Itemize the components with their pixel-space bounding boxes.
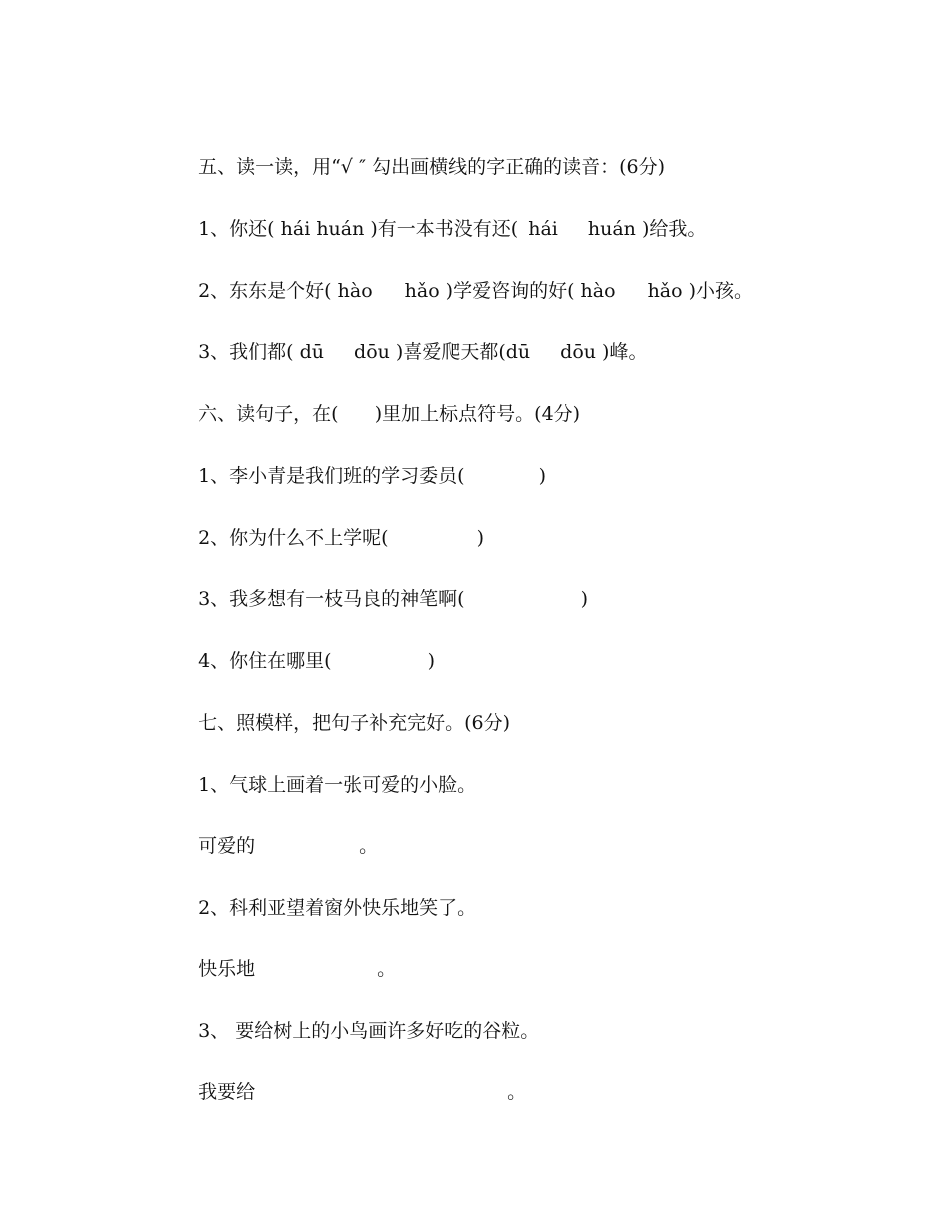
section7-title-text: 七、照模样，把句子补充完好。(6分) xyxy=(198,712,511,734)
section5-question-2 xyxy=(186,255,753,303)
s2-text: 2、你为什么不上学呢( xyxy=(198,527,389,549)
q1-text-b: hái xyxy=(528,218,558,240)
s1-text: 1、李小青是我们班的学习委员( xyxy=(198,465,465,487)
e2-end: 。 xyxy=(377,958,397,980)
s2-close-paren: ) xyxy=(476,527,485,549)
section7-example-1 xyxy=(186,749,476,797)
s4-close-paren: ) xyxy=(427,650,436,672)
s3-close-paren: ) xyxy=(580,588,589,610)
section6-sentence-1 xyxy=(186,440,546,488)
section6-sentence-4 xyxy=(186,625,435,673)
section7-example-2 xyxy=(186,872,476,920)
q3-text-b: dōu )喜爱爬天都(dū xyxy=(354,341,531,363)
e1-prompt: 可爱的 xyxy=(198,835,256,857)
section7-prompt-2 xyxy=(186,933,396,981)
e3-end: 。 xyxy=(507,1081,527,1103)
section6-sentence-3 xyxy=(186,563,588,611)
section5-title xyxy=(186,131,665,179)
e1-sentence: 1、气球上画着一张可爱的小脸。 xyxy=(198,774,477,796)
section6-sentence-2 xyxy=(186,502,484,550)
s1-close-paren: ) xyxy=(538,465,547,487)
q3-text-c: dōu )峰。 xyxy=(560,341,648,363)
section7-example-3 xyxy=(186,995,539,1043)
q1-text-c: huán )给我。 xyxy=(587,218,707,240)
section5-question-1 xyxy=(186,193,706,241)
e3-sentence: 3、 要给树上的小鸟画许多好吃的谷粒。 xyxy=(198,1020,540,1042)
e2-prompt: 快乐地 xyxy=(198,958,256,980)
s3-text: 3、我多想有一枝马良的神笔啊( xyxy=(198,588,465,610)
e3-prompt: 我要给 xyxy=(198,1081,256,1103)
e2-sentence: 2、科利亚望着窗外快乐地笑了。 xyxy=(198,897,477,919)
q1-text-a: 1、你还( hái huán )有一本书没有还( xyxy=(198,218,519,240)
section6-title-text: 六、读句子，在( )里加上标点符号。(4分) xyxy=(198,403,581,425)
section7-prompt-1 xyxy=(186,810,378,858)
q2-text-b: hǎo )学爱咨询的好( hào xyxy=(404,280,616,302)
section6-title xyxy=(186,378,580,426)
section7-prompt-3 xyxy=(186,1056,526,1104)
e1-end: 。 xyxy=(359,835,379,857)
q2-text-c: hǎo )小孩。 xyxy=(647,280,754,302)
section5-question-3 xyxy=(186,316,647,364)
section7-title xyxy=(186,687,510,735)
q2-text-a: 2、东东是个好( hào xyxy=(198,280,373,302)
s4-text: 4、你住在哪里( xyxy=(198,650,332,672)
section5-title-text: 五、读一读，用“√ ″ 勾出画横线的字正确的读音：(6分) xyxy=(198,156,666,178)
q3-text-a: 3、我们都( dū xyxy=(198,341,325,363)
